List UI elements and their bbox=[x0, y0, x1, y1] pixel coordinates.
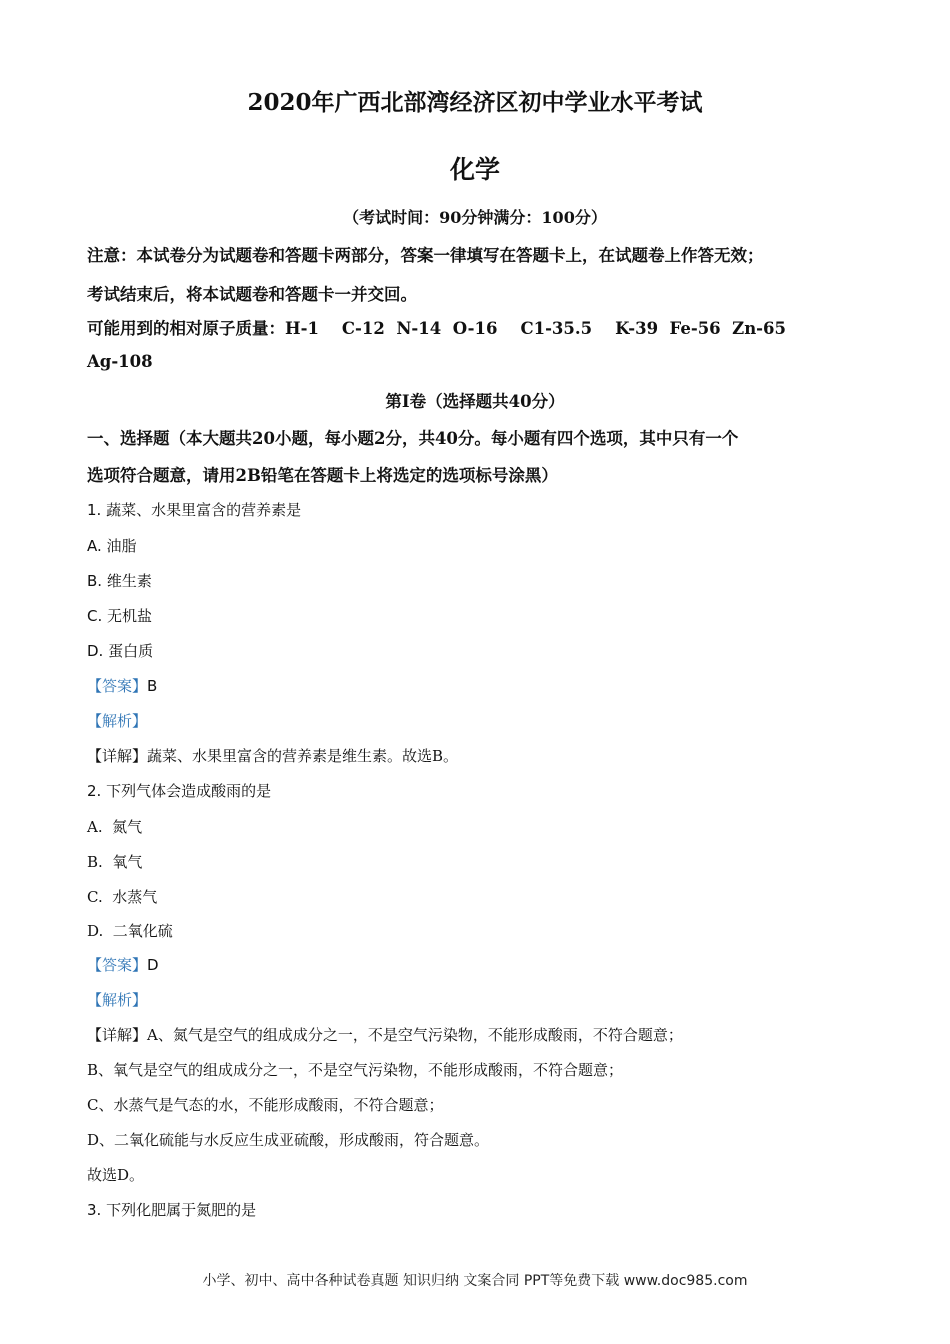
answer-tag: 【答案】 bbox=[87, 956, 148, 974]
atomic-masses-line-2: Ag-108 bbox=[87, 352, 153, 371]
exam-info: （考试时间：90分钟满分：100分） bbox=[343, 208, 607, 227]
detail-tag: 【详解】 bbox=[87, 747, 148, 765]
detail-tag: 【详解】 bbox=[87, 1026, 148, 1044]
question-2-answer bbox=[87, 954, 159, 975]
detail-text: A、氮气是空气的组成成分之一，不是空气污染物，不能形成酸雨，不符合题意； bbox=[147, 1026, 683, 1044]
question-1-option-b: B. 维生素 bbox=[87, 572, 152, 590]
answer-value: B bbox=[147, 677, 158, 695]
question-2-detail-b: B、氧气是空气的组成成分之一，不是空气污染物，不能形成酸雨，不符合题意； bbox=[87, 1061, 624, 1079]
question-1-option-a: A. 油脂 bbox=[87, 537, 137, 555]
question-2-detail-d: D、二氧化硫能与水反应生成亚硫酸，形成酸雨，符合题意。 bbox=[87, 1131, 490, 1149]
question-2-option-c: C. 水蒸气 bbox=[87, 888, 158, 906]
answer-value: D bbox=[147, 956, 159, 974]
question-1-detail bbox=[87, 745, 458, 766]
question-1-option-d: D. 蛋白质 bbox=[87, 642, 154, 660]
detail-text: 蔬菜、水果里富含的营养素是维生素。故选B。 bbox=[147, 747, 459, 765]
question-2-conclusion: 故选D。 bbox=[87, 1166, 145, 1184]
subject-title: 化学 bbox=[449, 155, 500, 184]
question-2-detail-c: C、水蒸气是气态的水，不能形成酸雨，不符合题意； bbox=[87, 1096, 444, 1114]
question-3-stem: 3. 下列化肥属于氮肥的是 bbox=[87, 1201, 257, 1219]
answer-tag: 【答案】 bbox=[87, 677, 148, 695]
question-1-analysis-tag: 【解析】 bbox=[87, 712, 148, 730]
exam-title: 2020年广西北部湾经济区初中学业水平考试 bbox=[247, 89, 703, 116]
part-instructions-line-2: 选项符合题意，请用2B铅笔在答题卡上将选定的选项标号涂黑） bbox=[87, 466, 558, 485]
notice-line-2: 考试结束后，将本试题卷和答题卡一并交回。 bbox=[87, 285, 417, 304]
atomic-masses-line-1: 可能用到的相对原子质量：H-1 C-12 N-14 O-16 C1-35.5 K-39 Fe-56 Zn-65 bbox=[87, 319, 786, 338]
question-2-stem: 2. 下列气体会造成酸雨的是 bbox=[87, 782, 272, 800]
page-footer: 小学、初中、高中各种试卷真题 知识归纳 文案合同 PPT等免费下载 www.doc985.com bbox=[202, 1273, 748, 1289]
question-1-answer bbox=[87, 675, 157, 696]
question-2-analysis-tag: 【解析】 bbox=[87, 991, 148, 1009]
volume-title: 第I卷（选择题共40分） bbox=[385, 392, 565, 411]
question-1-option-c: C. 无机盐 bbox=[87, 607, 153, 625]
question-1-stem: 1. 蔬菜、水果里富含的营养素是 bbox=[87, 501, 302, 519]
notice-line-1: 注意：本试卷分为试题卷和答题卡两部分，答案一律填写在答题卡上，在试题卷上作答无效； bbox=[87, 246, 764, 265]
question-2-option-d: D. 二氧化硫 bbox=[87, 922, 173, 940]
question-2-detail-a bbox=[87, 1024, 683, 1045]
question-2-option-a: A. 氮气 bbox=[87, 818, 143, 836]
part-instructions-line-1: 一、选择题（本大题共20小题，每小题2分，共40分。每小题有四个选项，其中只有一个 bbox=[87, 429, 739, 448]
question-2-option-b: B. 氧气 bbox=[87, 853, 143, 871]
